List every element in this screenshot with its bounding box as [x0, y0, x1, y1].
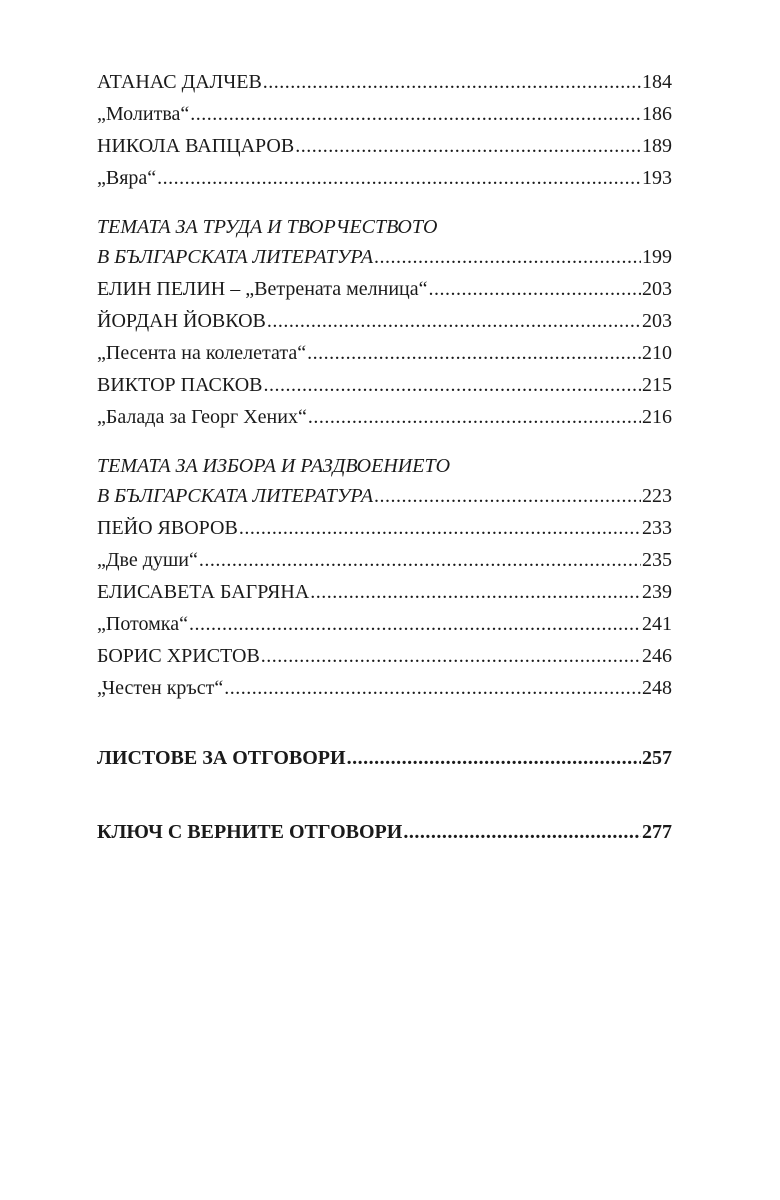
toc-entry-paskov: [97, 369, 672, 401]
toc-entry-page: 203: [642, 310, 672, 332]
dot-leader: [261, 640, 641, 672]
toc-entry-chesten-krast: [97, 672, 672, 704]
toc-entry-page: 203: [642, 278, 672, 300]
toc-entry-page: 235: [642, 549, 672, 571]
toc-entry-answer-key: [97, 816, 672, 848]
toc-entry-potomka: [97, 608, 672, 640]
toc-entry-page: 241: [642, 613, 672, 635]
toc-entry-title: „Две души“: [97, 549, 198, 571]
toc-entry-molitva: [97, 98, 672, 130]
toc-entry-title: „Вяра“: [97, 167, 157, 189]
dot-leader: [374, 241, 641, 273]
toc-entry-answer-sheets: [97, 742, 672, 774]
toc-entry-title: ЕЛИН ПЕЛИН – „Ветрената мелница“: [97, 278, 428, 300]
toc-entry-title: КЛЮЧ С ВЕРНИТЕ ОТГОВОРИ: [97, 821, 403, 843]
toc-entry-page: 257: [642, 747, 672, 769]
toc-entry-title: АТАНАС ДАЛЧЕВ: [97, 71, 262, 93]
toc-entry-title: ПЕЙО ЯВОРОВ: [97, 517, 238, 539]
dot-leader: [374, 480, 641, 512]
toc-entry-title: ЛИСТОВЕ ЗА ОТГОВОРИ: [97, 747, 346, 769]
toc-entry-yavorov: [97, 512, 672, 544]
dot-leader: [267, 305, 641, 337]
dot-leader: [347, 742, 641, 774]
toc-entry-hristov: [97, 640, 672, 672]
toc-entry-yovkov: [97, 305, 672, 337]
dot-leader: [189, 608, 641, 640]
toc-entry-page: 223: [642, 485, 672, 507]
dot-leader: [199, 544, 641, 576]
dot-leader: [403, 816, 641, 848]
toc-entry-title: „Песента на колелетата“: [97, 342, 307, 364]
toc-entry-page: 193: [642, 167, 672, 189]
section-heading-choice: ТЕМАТА ЗА ИЗБОРА И РАЗДВОЕНИЕТО: [97, 455, 451, 477]
dot-leader: [190, 98, 641, 130]
toc-entry-page: 216: [642, 406, 672, 428]
dot-leader: [308, 401, 641, 433]
toc-entry-dalchev: [97, 66, 672, 98]
toc-entry-page: 246: [642, 645, 672, 667]
dot-leader: [307, 337, 641, 369]
toc-entry-dve-dushi: [97, 544, 672, 576]
toc-section-choice: [97, 480, 672, 512]
section-heading-line2: В БЪЛГАРСКАТА ЛИТЕРАТУРА: [97, 485, 374, 507]
toc-entry-page: 199: [642, 246, 672, 268]
dot-leader: [239, 512, 641, 544]
dot-leader: [310, 576, 641, 608]
toc-entry-page: 233: [642, 517, 672, 539]
toc-entry-title: „Балада за Георг Хених“: [97, 406, 307, 428]
toc-entry-title: ЙОРДАН ЙОВКОВ: [97, 310, 266, 332]
toc-entry-page: 248: [642, 677, 672, 699]
toc-entry-elin-pelin: [97, 273, 672, 305]
toc-entry-title: БОРИС ХРИСТОВ: [97, 645, 260, 667]
toc-entry-page: 184: [642, 71, 672, 93]
dot-leader: [157, 162, 641, 194]
toc-entry-bagryana: [97, 576, 672, 608]
toc-entry-page: 215: [642, 374, 672, 396]
toc-entry-title: ЕЛИСАВЕТА БАГРЯНА: [97, 581, 310, 603]
dot-leader: [263, 66, 641, 98]
toc-entry-balada: [97, 401, 672, 433]
toc-entry-pesenta: [97, 337, 672, 369]
toc-entry-title: „Потомка“: [97, 613, 188, 635]
table-of-contents: [97, 66, 672, 848]
toc-entry-vyara: [97, 162, 672, 194]
dot-leader: [295, 130, 641, 162]
section-heading-line2: В БЪЛГАРСКАТА ЛИТЕРАТУРА: [97, 246, 374, 268]
dot-leader: [429, 273, 641, 305]
section-heading-labor: ТЕМАТА ЗА ТРУДА И ТВОРЧЕСТВОТО: [97, 216, 438, 238]
dot-leader: [224, 672, 641, 704]
toc-entry-title: „Молитва“: [97, 103, 190, 125]
toc-entry-page: 277: [642, 821, 672, 843]
toc-section-labor: [97, 241, 672, 273]
toc-entry-title: НИКОЛА ВАПЦАРОВ: [97, 135, 295, 157]
toc-entry-title: „Честен кръст“: [97, 677, 224, 699]
toc-entry-title: ВИКТОР ПАСКОВ: [97, 374, 263, 396]
toc-entry-page: 210: [642, 342, 672, 364]
toc-entry-page: 189: [642, 135, 672, 157]
toc-entry-vaptsarov: [97, 130, 672, 162]
dot-leader: [264, 369, 642, 401]
toc-entry-page: 239: [642, 581, 672, 603]
toc-entry-page: 186: [642, 103, 672, 125]
